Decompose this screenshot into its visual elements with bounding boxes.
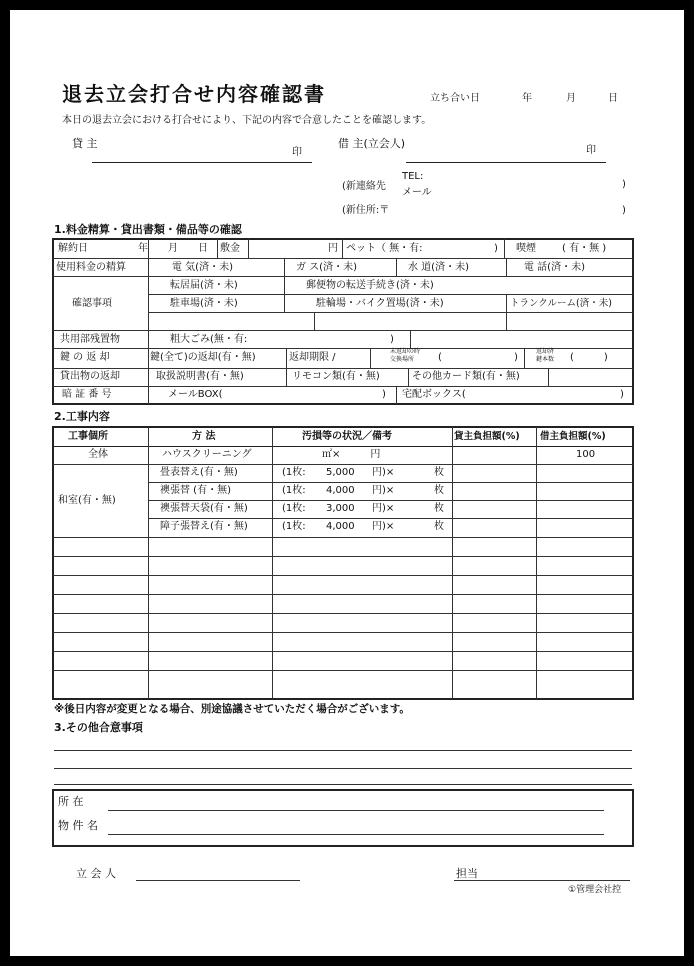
phone-option[interactable]: 電 話(済・未) — [524, 262, 585, 273]
smoking-label: 喫煙 — [516, 243, 536, 254]
garbage-close: ) — [390, 334, 394, 345]
washitsu-label[interactable]: 和室(有・無) — [58, 495, 116, 506]
key-return-label: 鍵 の 返 却 — [60, 352, 110, 363]
deposit-yen: 円 — [328, 243, 338, 254]
tatami-yen: 円)× — [372, 467, 395, 478]
lessee-label: 借 主(立会人) — [338, 137, 406, 150]
tatami-unit: (1枚: — [282, 467, 306, 478]
contact-close: ) — [622, 179, 626, 190]
mail-forward-option[interactable]: 郵便物の転送手続き(済・未) — [306, 280, 434, 291]
cancel-day: 日 — [198, 243, 208, 254]
exchange-place-close: ) — [514, 352, 518, 363]
other-line-2[interactable] — [54, 768, 632, 769]
witness-label: 立 会 人 — [76, 867, 116, 880]
key-return-option[interactable]: 鍵(全て)の返却(有・無) — [150, 352, 256, 363]
tel-label: TEL: — [402, 171, 424, 182]
parking-option[interactable]: 駐車場(済・未) — [170, 298, 238, 309]
cancel-date-label: 解約日 — [58, 243, 88, 254]
year-label: 年 — [522, 93, 532, 104]
loan-return-label: 貸出物の返却 — [60, 371, 120, 382]
lessee-line[interactable] — [406, 162, 606, 163]
cancel-month: 月 — [168, 243, 178, 254]
staff-line[interactable] — [454, 880, 630, 881]
water-option[interactable]: 水 道(済・未) — [408, 262, 469, 273]
month-label: 月 — [566, 93, 576, 104]
day-label: 日 — [608, 93, 618, 104]
section2-title: 2.工事内容 — [54, 410, 110, 423]
shoji-qty[interactable]: 枚 — [434, 521, 444, 532]
key-count-field[interactable]: ( ) — [570, 352, 608, 363]
other-line-1[interactable] — [54, 750, 632, 751]
deposit-label: 敷金 — [220, 243, 240, 254]
return-deadline-field[interactable]: 返却期限 / — [289, 352, 336, 363]
usage-fee-label: 使用料金の精算 — [56, 262, 126, 273]
tatami-method[interactable]: 畳表替え(有・無) — [160, 467, 238, 478]
delivery-close: ) — [620, 389, 624, 400]
change-note: ※後日内容が変更となる場合、別途協議させていただく場合がございます。 — [54, 703, 410, 715]
confirm-items-label: 確認事項 — [72, 298, 112, 309]
moving-notice-option[interactable]: 転居届(済・未) — [170, 280, 238, 291]
header-work-place: 工事個所 — [68, 431, 108, 442]
mailbox-close: ) — [382, 389, 386, 400]
address-close: ) — [622, 205, 626, 216]
copy-label: ①管理会社控 — [568, 885, 622, 895]
shoji-yen: 円)× — [372, 521, 395, 532]
other-line-3[interactable] — [54, 784, 632, 785]
lessor-label: 貸 主 — [72, 137, 98, 150]
location-label: 所 在 — [58, 795, 84, 808]
unreturned-label-1: 未返却の時 — [390, 348, 421, 355]
staff-label: 担当 — [456, 867, 478, 880]
fusuma-unit: (1枚: — [282, 485, 306, 496]
header-condition: 汚損等の状況／備考 — [302, 431, 392, 442]
exchange-place-open[interactable]: ( — [438, 352, 442, 363]
lessor-seal: 印 — [292, 147, 302, 158]
section3-title: 3.その他合意事項 — [54, 721, 143, 734]
remote-option[interactable]: リモコン類(有・無) — [292, 371, 380, 382]
shoji-price: 4,000 — [326, 521, 355, 532]
unreturned-label-2: 交換場所 — [390, 356, 415, 363]
header-lessor-share: 貸主負担額(%) — [454, 431, 520, 442]
delivery-box-field[interactable]: 宅配ボックス( — [402, 389, 466, 400]
mailbox-field[interactable]: メールBOX( — [168, 389, 223, 400]
tatami-price: 5,000 — [326, 467, 355, 478]
witness-line[interactable] — [136, 880, 300, 881]
new-address-label: (新住所:〒 — [342, 205, 390, 216]
pin-label: 暗 証 番 号 — [62, 389, 112, 400]
other-card-option[interactable]: その他カード類(有・無) — [412, 371, 520, 382]
form-page — [10, 10, 684, 956]
cancel-year: 年 — [138, 243, 148, 254]
lessor-line[interactable] — [92, 162, 312, 163]
manual-option[interactable]: 取扱説明書(有・無) — [156, 371, 244, 382]
location-line[interactable] — [108, 810, 604, 811]
tenbukuro-yen: 円)× — [372, 503, 395, 514]
returned-label-1: 返却済 — [536, 348, 555, 355]
pet-field[interactable]: ペット（ 無・有: — [346, 243, 423, 254]
tenbukuro-price: 3,000 — [326, 503, 355, 514]
lessee-seal: 印 — [586, 145, 596, 156]
tenbukuro-qty[interactable]: 枚 — [434, 503, 444, 514]
tenbukuro-unit: (1枚: — [282, 503, 306, 514]
fusuma-price: 4,000 — [326, 485, 355, 496]
date-label: 立ち合い日 — [430, 93, 480, 104]
fusuma-qty[interactable]: 枚 — [434, 485, 444, 496]
common-area-label: 共用部残置物 — [60, 334, 120, 345]
tatami-qty[interactable]: 枚 — [434, 467, 444, 478]
bike-parking-option[interactable]: 駐輪場・バイク置場(済・未) — [316, 298, 444, 309]
header-lessee-share: 借主負担額(%) — [540, 431, 606, 442]
shoji-unit: (1枚: — [282, 521, 306, 532]
pet-close: ) — [494, 243, 498, 254]
mail-label: メール — [402, 187, 432, 198]
property-name-label: 物 件 名 — [58, 819, 98, 832]
form-title: 退去立会打合せ内容確認書 — [62, 82, 326, 106]
electricity-option[interactable]: 電 気(済・未) — [172, 262, 233, 273]
shoji-method[interactable]: 障子張替え(有・無) — [160, 521, 248, 532]
tenbukuro-method[interactable]: 襖張替天袋(有・無) — [160, 503, 248, 514]
header-method: 方 法 — [192, 431, 216, 442]
bulky-garbage-field[interactable]: 粗大ごみ(無・有: — [170, 334, 248, 345]
property-name-line[interactable] — [108, 834, 604, 835]
gas-option[interactable]: ガ ス(済・未) — [296, 262, 357, 273]
property-box — [52, 789, 634, 847]
intro-text: 本日の退去立会における打合せにより、下記の内容で合意したことを確認します。 — [62, 115, 432, 126]
new-contact-label: (新連絡先 — [342, 181, 386, 192]
section1-title: 1.料金精算・貸出書類・備品等の確認 — [54, 223, 242, 236]
fusuma-yen: 円)× — [372, 485, 395, 496]
cleaning-area-field[interactable]: ㎡× 円 — [322, 449, 381, 460]
trunk-room-option[interactable]: トランクルーム(済・未) — [510, 298, 612, 309]
method-house-cleaning: ハウスクリーニング — [162, 449, 252, 460]
returned-label-2: 鍵本数 — [536, 356, 555, 363]
smoking-option[interactable]: ( 有・無 ) — [562, 243, 607, 254]
fusuma-method[interactable]: 襖張替 (有・無) — [160, 485, 231, 496]
place-whole: 全体 — [88, 449, 108, 460]
lessee-share-cleaning: 100 — [576, 449, 596, 460]
